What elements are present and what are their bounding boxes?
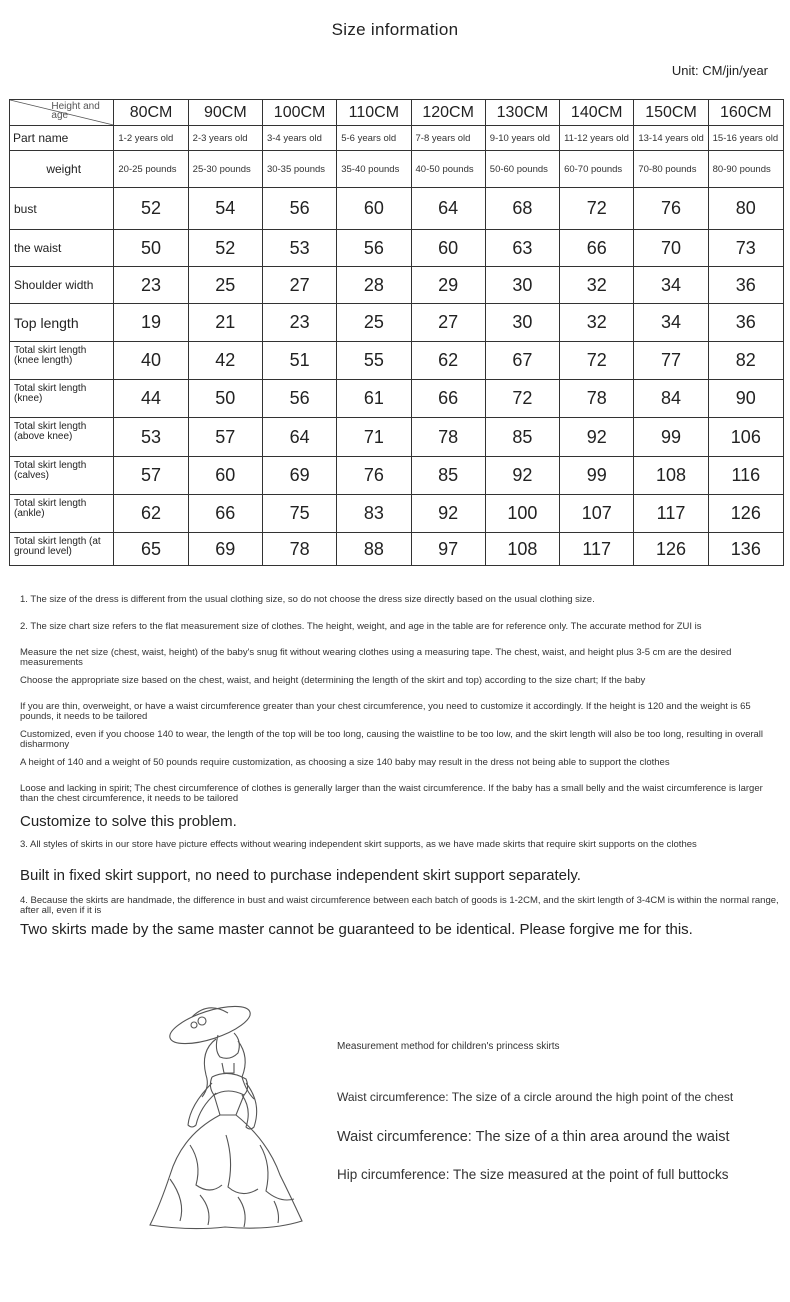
value-cell: 66 xyxy=(411,380,485,418)
value-cell: 83 xyxy=(337,495,411,533)
note-line: Customize to solve this problem. xyxy=(20,813,237,830)
value-cell: 72 xyxy=(485,380,559,418)
row-label: Total skirt length (above knee) xyxy=(10,418,114,457)
measurement-row xyxy=(10,188,784,230)
weight-cell: 50-60 pounds xyxy=(485,151,559,188)
size-header: 150CM xyxy=(634,100,708,126)
value-cell: 64 xyxy=(411,188,485,230)
value-cell: 60 xyxy=(188,457,262,495)
age-cell: 5-6 years old xyxy=(337,126,411,151)
value-cell: 88 xyxy=(337,533,411,566)
value-cell: 84 xyxy=(634,380,708,418)
value-cell: 66 xyxy=(560,230,634,267)
value-cell: 72 xyxy=(560,342,634,380)
value-cell: 60 xyxy=(337,188,411,230)
value-cell: 36 xyxy=(708,267,783,304)
measurement-row xyxy=(10,267,784,304)
measurement-row xyxy=(10,495,784,533)
row-label: the waist xyxy=(10,230,114,267)
value-cell: 60 xyxy=(411,230,485,267)
value-cell: 27 xyxy=(262,267,336,304)
value-cell: 71 xyxy=(337,418,411,457)
value-cell: 107 xyxy=(560,495,634,533)
measurement-row xyxy=(10,533,784,566)
age-cell: 1-2 years old xyxy=(114,126,188,151)
value-cell: 57 xyxy=(188,418,262,457)
value-cell: 57 xyxy=(114,457,188,495)
size-header: 110CM xyxy=(337,100,411,126)
size-header: 80CM xyxy=(114,100,188,126)
age-cell: 11-12 years old xyxy=(560,126,634,151)
value-cell: 99 xyxy=(634,418,708,457)
note-line: 2. The size chart size refers to the flat measurement size of clothes. The height, weight, and age in the table are for reference only. The accurate method for ZUI is xyxy=(20,621,702,632)
weight-cell: 40-50 pounds xyxy=(411,151,485,188)
value-cell: 80 xyxy=(708,188,783,230)
value-cell: 108 xyxy=(634,457,708,495)
size-header: 140CM xyxy=(560,100,634,126)
value-cell: 108 xyxy=(485,533,559,566)
measurement-row xyxy=(10,230,784,267)
value-cell: 50 xyxy=(188,380,262,418)
value-cell: 92 xyxy=(560,418,634,457)
value-cell: 27 xyxy=(411,304,485,342)
value-cell: 68 xyxy=(485,188,559,230)
value-cell: 136 xyxy=(708,533,783,566)
value-cell: 23 xyxy=(262,304,336,342)
age-cell: 7-8 years old xyxy=(411,126,485,151)
measurement-row xyxy=(10,380,784,418)
value-cell: 30 xyxy=(485,267,559,304)
row-label: Top length xyxy=(10,304,114,342)
measurement-row xyxy=(10,457,784,495)
value-cell: 85 xyxy=(485,418,559,457)
value-cell: 62 xyxy=(411,342,485,380)
value-cell: 78 xyxy=(411,418,485,457)
value-cell: 78 xyxy=(560,380,634,418)
age-cell: 15-16 years old xyxy=(708,126,783,151)
value-cell: 42 xyxy=(188,342,262,380)
note-line: If you are thin, overweight, or have a waist circumference greater than your chest circumference, you need to customize it accordingly. If the height is 120 and the weight is 65 pounds, it needs to be tailored xyxy=(20,701,751,722)
weight-cell: 60-70 pounds xyxy=(560,151,634,188)
value-cell: 67 xyxy=(485,342,559,380)
value-cell: 52 xyxy=(114,188,188,230)
value-cell: 54 xyxy=(188,188,262,230)
value-cell: 126 xyxy=(634,533,708,566)
value-cell: 66 xyxy=(188,495,262,533)
row-label: Total skirt length (knee) xyxy=(10,380,114,418)
age-cell: 9-10 years old xyxy=(485,126,559,151)
value-cell: 40 xyxy=(114,342,188,380)
value-cell: 97 xyxy=(411,533,485,566)
weight-cell: 70-80 pounds xyxy=(634,151,708,188)
row-label: Shoulder width xyxy=(10,267,114,304)
note-line: Customized, even if you choose 140 to wear, the length of the top will be too long, causing the waistline to be too low, and the skirt length will also be too long, resulting in overall disharmony xyxy=(20,729,764,750)
value-cell: 44 xyxy=(114,380,188,418)
measurement-waist: Waist circumference: The size of a thin area around the waist xyxy=(337,1129,730,1145)
value-cell: 69 xyxy=(188,533,262,566)
size-header: 100CM xyxy=(262,100,336,126)
value-cell: 99 xyxy=(560,457,634,495)
row-label: bust xyxy=(10,188,114,230)
value-cell: 30 xyxy=(485,304,559,342)
measurement-bust: Waist circumference: The size of a circle around the high point of the chest xyxy=(337,1090,734,1104)
value-cell: 65 xyxy=(114,533,188,566)
age-cell: 2-3 years old xyxy=(188,126,262,151)
value-cell: 34 xyxy=(634,267,708,304)
height-age-label: Height and age xyxy=(51,101,100,121)
value-cell: 25 xyxy=(188,267,262,304)
note-line: Choose the appropriate size based on the chest, waist, and height (determining the length of the skirt and top) according to the size chart; If the baby xyxy=(20,675,646,686)
note-line: 1. The size of the dress is different from the usual clothing size, so do not choose the dress size directly based on the usual clothing size. xyxy=(20,594,595,605)
value-cell: 53 xyxy=(262,230,336,267)
value-cell: 90 xyxy=(708,380,783,418)
value-cell: 72 xyxy=(560,188,634,230)
note-line: Loose and lacking in spirit; The chest circumference of clothes is generally larger than the waist circumference. If the baby has a small belly and the waist circumference is larger than the chest circumference, it needs to be tailored xyxy=(20,783,763,804)
value-cell: 52 xyxy=(188,230,262,267)
note-line: Built in fixed skirt support, no need to purchase independent skirt support separately. xyxy=(20,867,581,884)
value-cell: 106 xyxy=(708,418,783,457)
value-cell: 23 xyxy=(114,267,188,304)
value-cell: 25 xyxy=(337,304,411,342)
value-cell: 73 xyxy=(708,230,783,267)
value-cell: 62 xyxy=(114,495,188,533)
measurement-title: Measurement method for children's princess skirts xyxy=(337,1041,560,1052)
value-cell: 29 xyxy=(411,267,485,304)
row-label: Total skirt length (ankle) xyxy=(10,495,114,533)
value-cell: 51 xyxy=(262,342,336,380)
weight-cell: 25-30 pounds xyxy=(188,151,262,188)
measurement-row xyxy=(10,342,784,380)
value-cell: 116 xyxy=(708,457,783,495)
size-header: 130CM xyxy=(485,100,559,126)
value-cell: 56 xyxy=(262,188,336,230)
value-cell: 53 xyxy=(114,418,188,457)
value-cell: 76 xyxy=(634,188,708,230)
value-cell: 19 xyxy=(114,304,188,342)
value-cell: 34 xyxy=(634,304,708,342)
row-label: Total skirt length (knee length) xyxy=(10,342,114,380)
value-cell: 78 xyxy=(262,533,336,566)
measurement-row xyxy=(10,418,784,457)
unit-label: Unit: CM/jin/year xyxy=(671,63,768,78)
corner-header xyxy=(10,100,114,126)
row-label: Total skirt length (calves) xyxy=(10,457,114,495)
value-cell: 92 xyxy=(485,457,559,495)
value-cell: 28 xyxy=(337,267,411,304)
value-cell: 32 xyxy=(560,304,634,342)
value-cell: 85 xyxy=(411,457,485,495)
measurement-hip: Hip circumference: The size measured at the point of full buttocks xyxy=(337,1167,729,1182)
value-cell: 55 xyxy=(337,342,411,380)
age-cell: 13-14 years old xyxy=(634,126,708,151)
weight-label: weight xyxy=(10,151,114,188)
princess-illustration xyxy=(130,995,315,1240)
value-cell: 76 xyxy=(337,457,411,495)
value-cell: 117 xyxy=(634,495,708,533)
age-cell: 3-4 years old xyxy=(262,126,336,151)
value-cell: 92 xyxy=(411,495,485,533)
measurement-row xyxy=(10,304,784,342)
value-cell: 64 xyxy=(262,418,336,457)
row-label: Total skirt length (at ground level) xyxy=(10,533,114,566)
value-cell: 50 xyxy=(114,230,188,267)
page-title: Size information xyxy=(331,20,459,39)
value-cell: 82 xyxy=(708,342,783,380)
value-cell: 56 xyxy=(337,230,411,267)
note-line: A height of 140 and a weight of 50 pounds require customization, as choosing a size 140 baby may result in the dress not being able to support the clothes xyxy=(20,757,670,768)
value-cell: 32 xyxy=(560,267,634,304)
note-line: Measure the net size (chest, waist, height) of the baby's snug fit without wearing clothes using a measuring tape. The chest, waist, and height plus 3-5 cm are the desired measurements xyxy=(20,647,732,668)
value-cell: 63 xyxy=(485,230,559,267)
value-cell: 77 xyxy=(634,342,708,380)
note-line: 3. All styles of skirts in our store have picture effects without wearing independent skirt supports, as we have made skirts that require skirt supports on the clothes xyxy=(20,839,697,850)
value-cell: 70 xyxy=(634,230,708,267)
value-cell: 100 xyxy=(485,495,559,533)
value-cell: 126 xyxy=(708,495,783,533)
value-cell: 69 xyxy=(262,457,336,495)
weight-cell: 30-35 pounds xyxy=(262,151,336,188)
value-cell: 61 xyxy=(337,380,411,418)
weight-cell: 35-40 pounds xyxy=(337,151,411,188)
part-name-label: Part name xyxy=(10,126,114,151)
value-cell: 36 xyxy=(708,304,783,342)
size-header: 90CM xyxy=(188,100,262,126)
value-cell: 75 xyxy=(262,495,336,533)
size-header: 120CM xyxy=(411,100,485,126)
value-cell: 56 xyxy=(262,380,336,418)
value-cell: 117 xyxy=(560,533,634,566)
value-cell: 21 xyxy=(188,304,262,342)
size-header: 160CM xyxy=(708,100,783,126)
weight-cell: 20-25 pounds xyxy=(114,151,188,188)
note-line: Two skirts made by the same master cannot be guaranteed to be identical. Please forgive me for this. xyxy=(20,921,693,938)
note-line: 4. Because the skirts are handmade, the difference in bust and waist circumference between each batch of goods is 1-2CM, and the skirt length of 3-4CM is within the normal range, after all, even if it is xyxy=(20,895,779,916)
weight-cell: 80-90 pounds xyxy=(708,151,783,188)
size-table xyxy=(9,99,784,566)
